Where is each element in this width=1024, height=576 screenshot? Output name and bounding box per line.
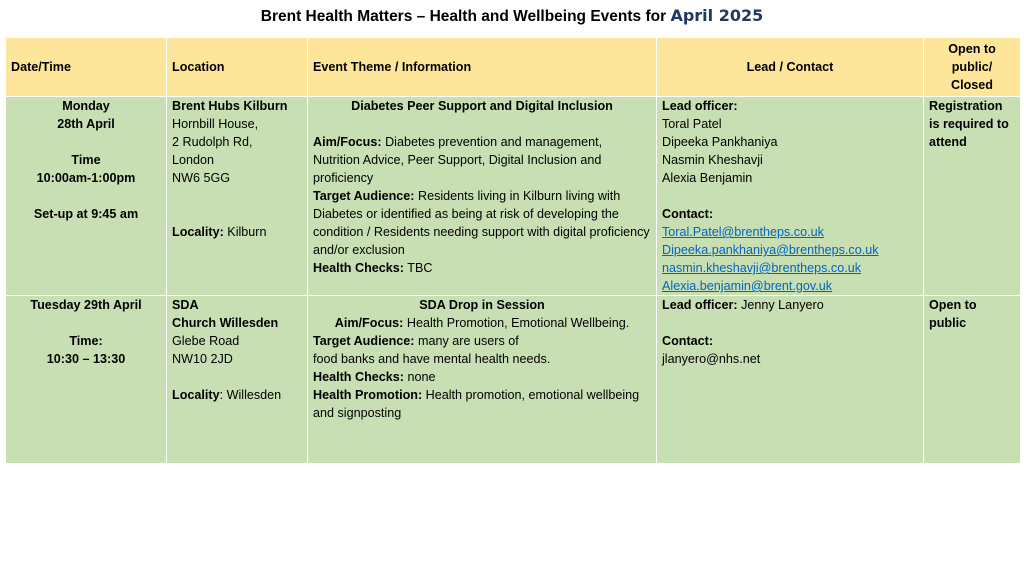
event1-lead-cell (657, 97, 924, 296)
email-link[interactable]: nasmin.kheshavji@brentheps.co.uk (662, 261, 861, 275)
event1-address-line: 2 Rudolph Rd, (172, 135, 253, 149)
event2-open-cell: Open to public (924, 296, 1021, 464)
event1-time: 10:00am-1:00pm (36, 171, 136, 185)
event1-datetime-cell (6, 97, 167, 296)
event1-checks: Health Checks: TBC (313, 261, 433, 275)
event2-theme-title: SDA Drop in Session (419, 298, 545, 312)
table-row (6, 97, 1021, 296)
event2-time: 10:30 – 13:30 (46, 352, 126, 366)
event2-location-cell (167, 296, 308, 464)
event1-lead-name: Nasmin Kheshavji (662, 153, 763, 167)
event2-promo: Health Promotion: Health promotion, emotional wellbeing and signposting (313, 388, 640, 420)
title-month: April 2025 (670, 6, 764, 25)
event2-contact: jlanyero@nhs.net (662, 352, 761, 366)
email-link[interactable]: Alexia.benjamin@brent.gov.uk (662, 279, 833, 293)
event1-time-label: Time (71, 153, 101, 167)
event1-lead-name: Alexia Benjamin (662, 171, 753, 185)
event2-audience: Target Audience: many are users of (313, 334, 519, 348)
event1-venue: Brent Hubs Kilburn (172, 99, 288, 113)
email-link[interactable]: Dipeeka.pankhaniya@brentheps.co.uk (662, 243, 879, 257)
event1-aim: Aim/Focus: Diabetes prevention and management, Nutrition Advice, Peer Support, Digital Inclusion and proficiency (313, 135, 603, 185)
header-row (6, 38, 1021, 97)
event2-lead: Lead officer: Jenny Lanyero (662, 298, 824, 312)
event1-location-cell (167, 97, 308, 296)
event2-time-label: Time: (69, 334, 103, 348)
event1-theme-cell (308, 97, 657, 296)
event2-address-line: NW10 2JD (172, 352, 233, 366)
header-location: Location (167, 38, 308, 97)
event1-audience: Target Audience: Residents living in Kilburn living with Diabetes or identified as being at risk of developing the condition / Residents needing support with digital proficiency and/or exclusion (313, 189, 650, 257)
event1-locality: Locality: Kilburn (172, 225, 267, 239)
event2-locality: Locality: Willesden (172, 388, 282, 402)
event2-contact-label: Contact: (662, 334, 714, 348)
event2-venue: SDA (172, 298, 199, 312)
header-theme: Event Theme / Information (308, 38, 657, 97)
event1-setup: Set-up at 9:45 am (33, 207, 139, 221)
event2-aim: Aim/Focus: Health Promotion, Emotional Wellbeing. (334, 316, 630, 330)
event2-address-line: Glebe Road (172, 334, 240, 348)
header-lead: Lead / Contact (657, 38, 924, 97)
event1-theme-title: Diabetes Peer Support and Digital Inclusion (351, 99, 613, 113)
header-open: Open to public/ Closed (924, 38, 1021, 97)
event1-lead-name: Toral Patel (662, 117, 722, 131)
title-main: Brent Health Matters – Health and Wellbeing Events for (260, 8, 671, 25)
event2-lead-cell (657, 296, 924, 464)
page-title (0, 4, 1024, 29)
event1-lead-label: Lead officer: (662, 99, 738, 113)
event1-address-line: Hornbill House, (172, 117, 259, 131)
event2-audience2: food banks and have mental health needs. (313, 352, 551, 366)
email-link[interactable]: Toral.Patel@brentheps.co.uk (662, 225, 824, 239)
event2-venue2: Church Willesden (172, 316, 279, 330)
event2-datetime-cell (6, 296, 167, 464)
table-row (6, 296, 1021, 464)
event2-theme-cell (308, 296, 657, 464)
events-table (5, 37, 1021, 464)
event2-checks: Health Checks: none (313, 370, 436, 384)
event1-day: Monday (62, 99, 110, 113)
event2-date: Tuesday 29th April (30, 298, 142, 312)
event1-contact-label: Contact: (662, 207, 714, 221)
event1-address-line: NW6 5GG (172, 171, 231, 185)
event1-date: 28th April (57, 117, 115, 131)
header-datetime: Date/Time (6, 38, 167, 97)
event1-open-cell: Registration is required to attend (924, 97, 1021, 296)
event1-lead-name: Dipeeka Pankhaniya (662, 135, 778, 149)
event1-address-line: London (172, 153, 215, 167)
